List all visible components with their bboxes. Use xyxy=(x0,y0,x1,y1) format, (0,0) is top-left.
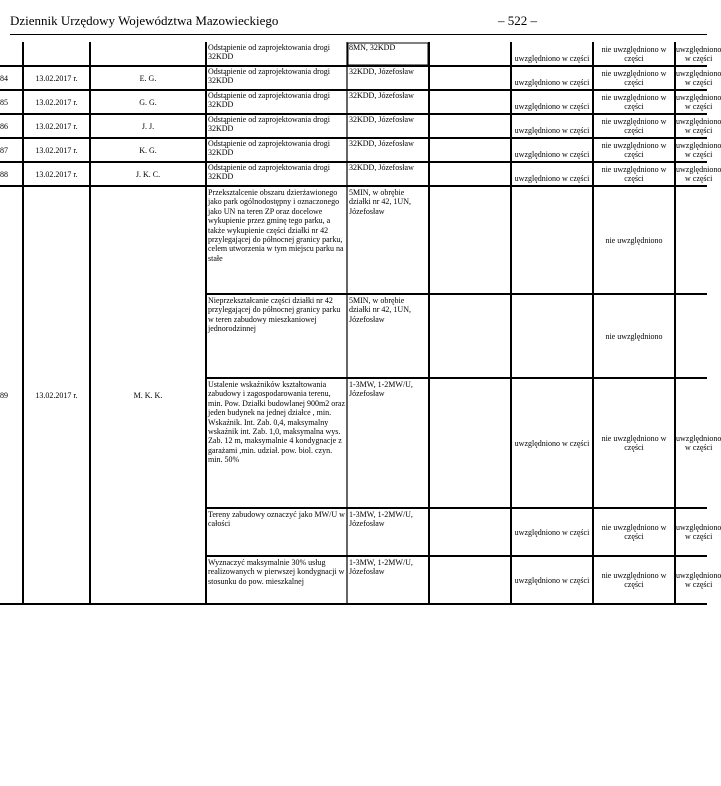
row-location: 32KDD, Józefosław xyxy=(349,139,414,148)
sub-status-c: uwzględniono w części xyxy=(676,571,721,589)
row-name xyxy=(91,43,205,65)
sub-status-a: uwzględniono w części xyxy=(514,575,590,585)
row-description: Odstąpienie od zaprojektowania drogi 32KDD xyxy=(208,139,330,158)
sub-col6 xyxy=(430,510,510,554)
row-name: K. G. xyxy=(139,145,157,155)
row-status-a: uwzględniono w części xyxy=(514,101,590,111)
row-name: J. J. xyxy=(141,121,155,131)
sub-location: 1-3MW, 1-2MW/U, Józefosław xyxy=(349,558,413,577)
row-status-c: uwzględniono w części xyxy=(676,117,721,135)
sub-status-b: nie uwzględniono xyxy=(605,331,663,341)
row-name: G. G. xyxy=(139,97,157,107)
row-location: 8MN, 32KDD xyxy=(349,43,396,52)
sub-col6 xyxy=(430,558,510,602)
row-89-date: 13.02.2017 r. xyxy=(35,390,78,400)
row-status-b: nie uwzględniono w części xyxy=(601,45,667,63)
sub-description: Nieprzekształcanie części działki nr 42 przylegającej do północnej granicy parku w teren zabudowy mieszkaniowej jednorodzinnej xyxy=(208,296,341,334)
sub-status-b: nie uwzględniono xyxy=(605,235,663,245)
row-date: 13.02.2017 r. xyxy=(35,73,78,83)
sub-status-c: uwzględniono w części xyxy=(676,434,721,452)
sub-status-b: nie uwzględniono w części xyxy=(601,571,667,589)
sub-location: 5MIN, w obrębie działki nr 42, 1UN, Józefosław xyxy=(349,296,411,324)
sub-location: 1-3MW, 1-2MW/U, Józefosław xyxy=(349,510,413,529)
row-status-c: uwzględniono w części xyxy=(676,141,721,159)
row-status-b: nie uwzględniono w części xyxy=(601,141,667,159)
row-name: J. K. C. xyxy=(135,169,161,179)
sub-description: Ustalenie wskaźników kształtowania zabudowy i zagospodarowania terenu, min. Pow. Działki budowlanej 900m2 oraz jeden budynek na jednej działce , min. Wskaźnik. Int. Zab. 0,4, maksymalny wskaźnik int. Zab. 1,0, maksymalna wys. Zab. 12 m, maksymalnie 4 kondygnacje z garażami ,min. udział. pow. biol. czyn. min. 50% xyxy=(208,380,346,465)
sub-description: Przeksztalcenie obszaru dzierżawionego jako park ogólnodostępny i oznaczonego jako UN na teren ZP oraz docelowe wykupienie przez gminę tego parku, a także wykupienie części działki nr 42 przylegającej do północnej granicy parku, celem utworzenia w tym miejscu parku na stałe xyxy=(208,188,344,263)
row-location: 32KDD, Józefosław xyxy=(349,163,414,172)
row-status-a: uwzględniono w części xyxy=(514,77,590,87)
page-number: – 522 – xyxy=(498,13,537,28)
row-status-a: uwzględniono w części xyxy=(514,53,590,63)
row-description: Odstąpienie od zaprojektowania drogi 32KDD xyxy=(208,163,330,182)
sub-status-b: nie uwzględniono w części xyxy=(601,523,667,541)
row-nr: 85 xyxy=(0,97,8,107)
header-rule xyxy=(10,34,707,35)
row-description: Odstąpienie od zaprojektowania drogi 32KDD xyxy=(208,91,330,110)
row-nr: 87 xyxy=(0,145,8,155)
row-status-c: uwzględniono w części xyxy=(676,45,721,63)
row-status-c: uwzględniono w części xyxy=(676,69,721,87)
sub-description: Tereny zabudowy oznaczyć jako MW/U w całości xyxy=(208,510,345,529)
row-col6 xyxy=(430,115,510,137)
sub-col6 xyxy=(430,380,510,506)
row-nr xyxy=(0,43,22,65)
row-status-b: nie uwzględniono w części xyxy=(601,117,667,135)
row-col6 xyxy=(430,91,510,113)
row-location: 32KDD, Józefosław xyxy=(349,115,414,124)
sub-status-c xyxy=(676,296,707,376)
sub-location: 5MIN, w obrębie działki nr 42, 1UN, Józefosław xyxy=(349,188,411,216)
row-col6 xyxy=(430,67,510,89)
row-status-a: uwzględniono w części xyxy=(514,173,590,183)
sub-status-a xyxy=(512,296,592,376)
row-description: Odstąpienie od zaprojektowania drogi 32KDD xyxy=(208,115,330,134)
row-status-a: uwzględniono w części xyxy=(514,125,590,135)
sub-description: Wyznaczyć maksymalnie 30% usług realizowanych w pierwszej kondygnacji w stosunku do pow. mieszkalnej xyxy=(208,558,345,586)
sub-col6 xyxy=(430,188,510,292)
row-nr: 86 xyxy=(0,121,8,131)
row-nr: 84 xyxy=(0,73,8,83)
row-status-b: nie uwzględniono w części xyxy=(601,165,667,183)
sub-status-a: uwzględniono w części xyxy=(514,438,590,448)
row-description: Odstąpienie od zaprojektowania drogi 32KDD xyxy=(208,67,330,86)
row-col6 xyxy=(430,139,510,161)
row-89-name: M. K. K. xyxy=(133,390,163,400)
row-date: 13.02.2017 r. xyxy=(35,97,78,107)
row-status-c: uwzględniono w części xyxy=(676,93,721,111)
row-location: 32KDD, Józefosław xyxy=(349,91,414,100)
row-date: 13.02.2017 r. xyxy=(35,169,78,179)
row-date: 13.02.2017 r. xyxy=(35,121,78,131)
row-date xyxy=(24,43,89,65)
row-89-nr: 89 xyxy=(0,390,8,400)
row-col6 xyxy=(430,163,510,185)
sub-location: 1-3MW, 1-2MW/U, Józefosław xyxy=(349,380,413,399)
row-col6 xyxy=(430,43,510,65)
sub-status-c xyxy=(676,188,707,292)
sub-col6 xyxy=(430,296,510,376)
row-description: Odstąpienie od zaprojektowania drogi 32KDD xyxy=(208,43,330,62)
journal-title: Dziennik Urzędowy Województwa Mazowieckiego xyxy=(10,13,279,28)
row-status-a: uwzględniono w części xyxy=(514,149,590,159)
sub-status-c: uwzględniono w części xyxy=(676,523,721,541)
row-status-c: uwzględniono w części xyxy=(676,165,721,183)
sub-status-a: uwzględniono w części xyxy=(514,527,590,537)
row-date: 13.02.2017 r. xyxy=(35,145,78,155)
row-status-b: nie uwzględniono w części xyxy=(601,69,667,87)
sub-status-b: nie uwzględniono w części xyxy=(601,434,667,452)
row-nr: 88 xyxy=(0,169,8,179)
row-status-b: nie uwzględniono w części xyxy=(601,93,667,111)
row-name: E. G. xyxy=(139,73,157,83)
sub-status-a xyxy=(512,188,592,292)
row-location: 32KDD, Józefosław xyxy=(349,67,414,76)
